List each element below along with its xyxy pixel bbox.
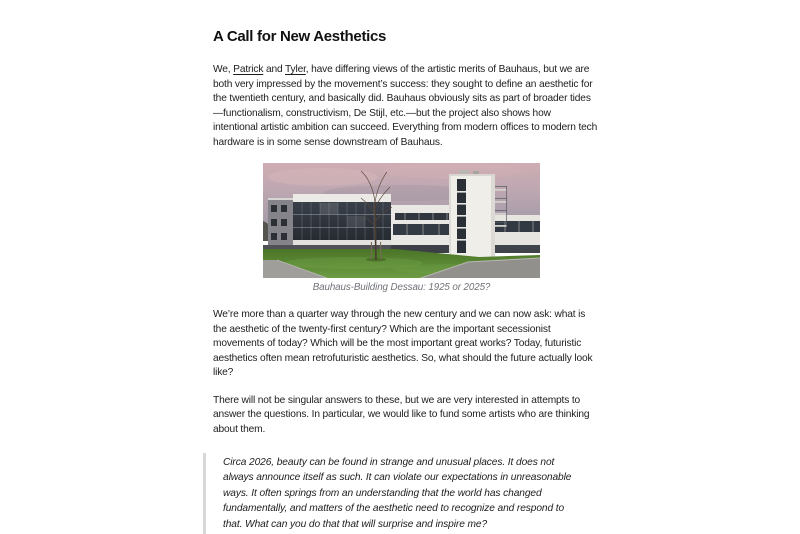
funding-paragraph: There will not be singular answers to these, but we are very interested in attempts to answer the questions. In particular, we would like to fund some artists who are thinking about them.: [213, 394, 590, 435]
aesthetics-quote: Circa 2026, beauty can be found in strange and unusual places. It does not always announce itself as such. It can violate our expectations in unreasonable ways. It often springs from an understanding that the world has changed fundamentally, and matters of the aesthetic need to recognize and respond to that. What can you do that that will surprise and inspire me?: [203, 453, 581, 534]
intro-between-text: and: [263, 64, 285, 75]
bauhaus-building-photo: [263, 163, 540, 278]
intro-paragraph: [213, 63, 598, 150]
article-column: [213, 28, 598, 534]
photo-caption: Bauhaus-Building Dessau: 1925 or 2025?: [312, 282, 491, 293]
intro-pre-text: We,: [213, 64, 234, 75]
bauhaus-figure: [263, 163, 540, 293]
intro-rest-text: , have differing views of the artistic merits of Bauhaus, but we are both very impressed by the movement’s success: they sought to define an aesthetic for the twentieth century, and basically did. Bauhaus obviously sits as part of broader tides—functionalism, constructivism, De Stijl, etc.—but the project also shows how intentional artistic ambition can succeed. Everything from modern offices to modern tech hardware is in some sense downstream of Bauhaus.: [213, 64, 598, 148]
page-title: A Call for New Aesthetics: [213, 28, 387, 45]
century-paragraph: We’re more than a quarter way through the new century and we can now ask: what is the aesthetic of the twenty-first century? Which are the important secessionist movements of today? Which will be the most important great works? Today, futuristic aesthetics often mean retrofuturistic aesthetics. So, what should the future actually look like?: [213, 309, 593, 378]
link-patrick[interactable]: Patrick: [233, 64, 264, 75]
link-tyler[interactable]: Tyler: [285, 64, 306, 75]
